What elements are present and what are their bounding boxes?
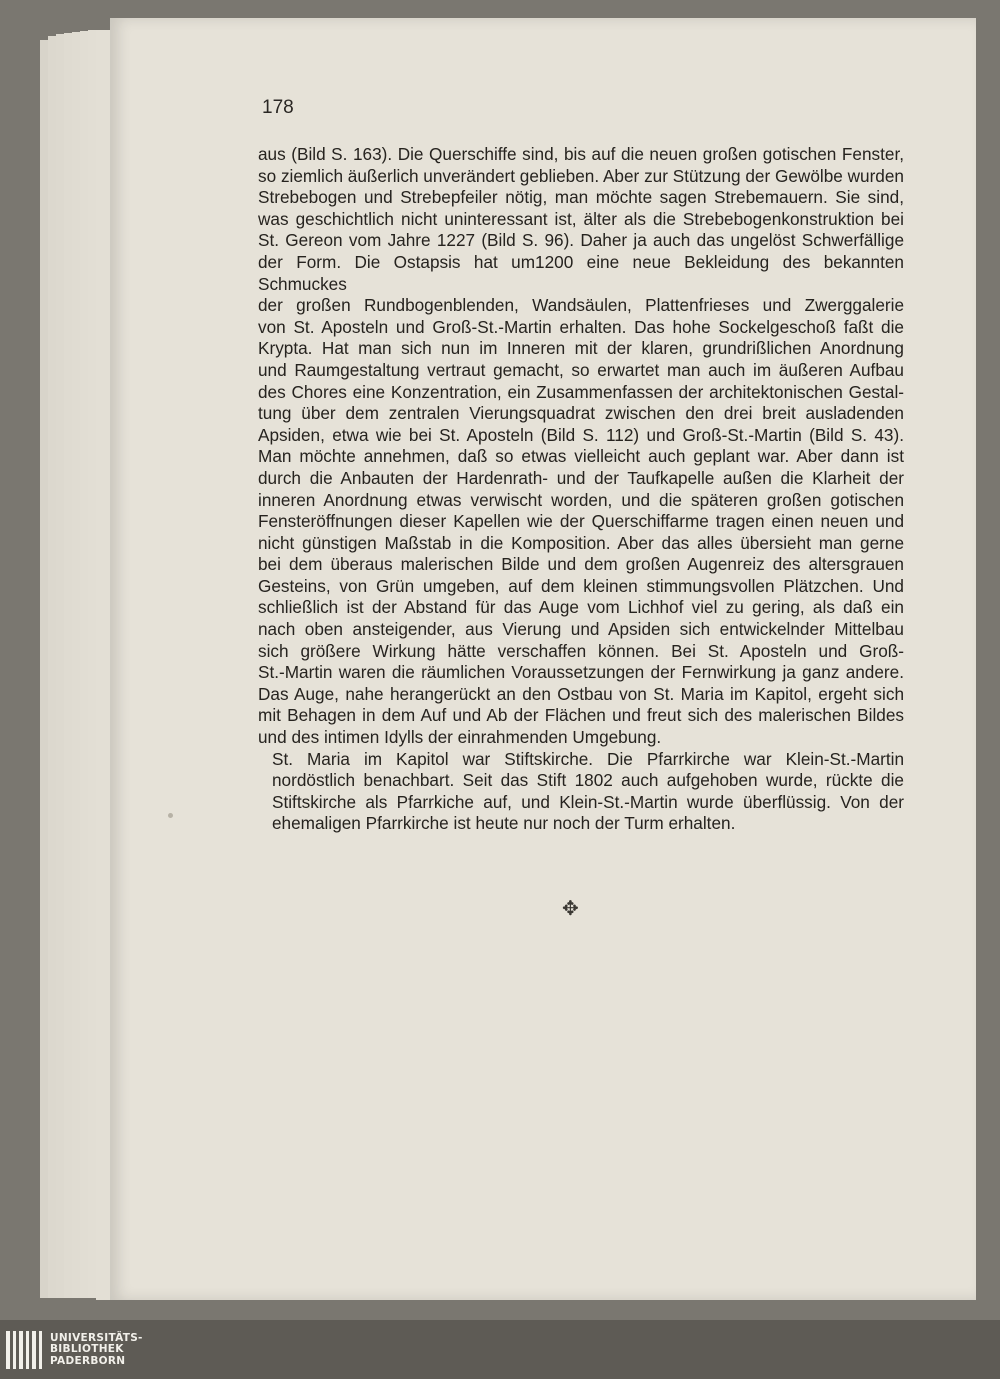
text-line: Krypta. Hat man sich nun im Inneren mit der klaren, grundrißlichen Anordnung	[258, 338, 904, 359]
text-line: inneren Anordnung etwas verwischt worden, und die späteren großen gotischen	[258, 489, 904, 510]
text-line: der großen Rundbogenblenden, Wandsäulen, Plattenfrieses und Zwerggalerie	[258, 295, 904, 316]
text-line: von St. Aposteln und Groß-St.-Martin erhalten. Das hohe Sockelgeschoß faßt die	[258, 316, 904, 337]
ornament-icon: ✥	[562, 896, 579, 920]
text-line: und Raumgestaltung vertraut gemacht, so erwartet man auch im äußeren Aufbau	[258, 359, 904, 380]
logo-line-1: UNIVERSITÄTS-	[50, 1331, 143, 1344]
text-line: St. Maria im Kapitol war Stiftskirche. Die Pfarrkirche war Klein-St.-Martin	[272, 748, 904, 769]
text-line: was geschichtlich nicht uninteressant ist, älter als die Strebebogenkonstruktion bei	[258, 208, 904, 229]
footer-bar	[0, 1320, 1000, 1379]
text-line: Apsiden, etwa wie bei St. Aposteln (Bild S. 112) und Groß-St.-Martin (Bild S. 43).	[258, 424, 904, 445]
text-line: Strebebogen und Strebepfeiler nötig, man möchte sagen Strebemauern. Sie sind,	[258, 187, 904, 208]
text-line: Stiftskirche als Pfarrkiche auf, und Klein-St.-Martin wurde überflüssig. Von der	[272, 791, 904, 812]
text-line: durch die Anbauten der Hardenrath- und der Taufkapelle außen die Klarheit der	[258, 467, 904, 488]
text-line: aus (Bild S. 163). Die Querschiffe sind, bis auf die neuen großen gotischen Fenster,	[258, 144, 904, 164]
text-line: St. Gereon vom Jahre 1227 (Bild S. 96). Daher ja auch das ungelöst Schwerfällige	[258, 230, 904, 251]
text-line: Das Auge, nahe herangerückt an den Ostbau von St. Maria im Kapitol, ergeht sich	[258, 683, 904, 704]
body-text	[258, 144, 904, 835]
text-line: tung über dem zentralen Vierungsquadrat zwischen den drei breit ausladenden	[258, 403, 904, 424]
text-line: so ziemlich äußerlich unverändert geblieben. Aber zur Stützung der Gewölbe wurden	[258, 165, 904, 186]
paragraph-1	[258, 144, 904, 749]
logo-line-3: PADERBORN	[50, 1354, 126, 1367]
text-line: und des intimen Idylls der einrahmenden Umgebung.	[258, 727, 662, 748]
text-line: der Form. Die Ostapsis hat um1200 eine neue Bekleidung des bekannten Schmuckes	[258, 251, 904, 294]
text-line: nach oben ansteigender, aus Vierung und Apsiden sich entwickelnder Mittelbau	[258, 619, 904, 640]
text-line: St.-Martin waren die räumlichen Voraussetzungen der Fernwirkung ja ganz andere.	[258, 662, 904, 683]
text-line: bei dem überaus malerischen Bilde und dem großen Augenreiz des altersgrauen	[258, 554, 904, 575]
text-line: Man möchte annehmen, daß so etwas vielleicht auch geplant war. Aber dann ist	[258, 446, 904, 467]
text-line: Gesteins, von Grün umgeben, auf dem kleinen stimmungsvollen Plätzchen. Und	[258, 575, 904, 596]
page-number: 178	[262, 97, 294, 118]
text-line: sich größere Wirkung hätte verschaffen können. Bei St. Aposteln und Groß-	[258, 640, 904, 661]
paper-speck	[168, 813, 173, 818]
paragraph-2	[258, 749, 904, 835]
library-logo	[6, 1331, 143, 1369]
logo-line-2: BIBLIOTHEK	[50, 1343, 124, 1356]
text-line: schließlich ist der Abstand für das Auge vom Lichhof viel zu gering, als daß ein	[258, 597, 904, 618]
text-line: ehemaligen Pfarrkirche ist heute nur noch der Turm erhalten.	[272, 813, 736, 834]
text-line: nicht günstigen Maßstab in die Komposition. Aber das alles übersieht man gerne	[258, 532, 904, 553]
text-line: nordöstlich benachbart. Seit das Stift 1802 auch aufgehoben wurde, rückte die	[272, 770, 904, 791]
text-line: des Chores eine Konzentration, ein Zusammenfassen der architektonischen Gestal-	[258, 381, 904, 402]
library-logo-text	[50, 1333, 143, 1368]
text-line: mit Behagen in dem Auf und Ab der Flächen und freut sich des malerischen Bildes	[258, 705, 904, 726]
library-logo-icon	[6, 1331, 42, 1369]
text-line: Fensteröffnungen dieser Kapellen wie der Querschiffarme tragen einen neuen und	[258, 511, 904, 532]
